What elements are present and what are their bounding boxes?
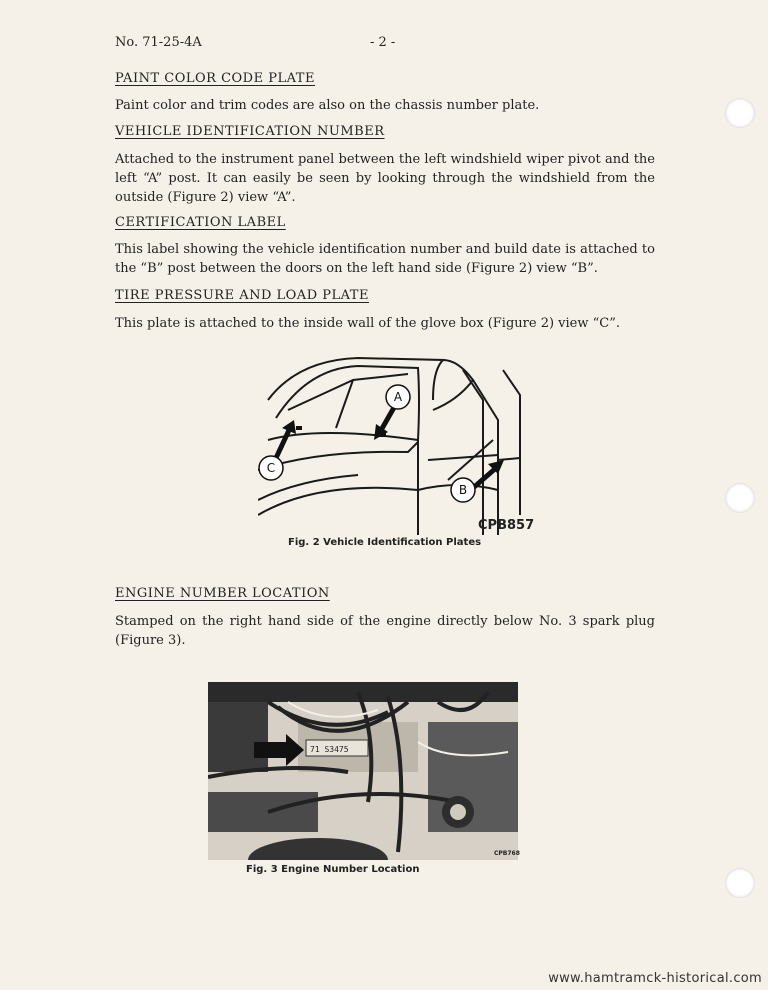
binder-hole — [725, 868, 755, 898]
tire-pressure-heading: TIRE PRESSURE AND LOAD PLATE — [115, 288, 369, 303]
paint-color-code-heading: PAINT COLOR CODE PLATE — [115, 71, 315, 86]
figure-2-caption: Fig. 2 Vehicle Identification Plates — [288, 537, 482, 548]
figure-3-code: CPB768 — [494, 850, 520, 857]
figure-2-code: CPB857 — [478, 518, 535, 533]
certification-label-heading: CERTIFICATION LABEL — [115, 215, 286, 230]
binder-hole — [725, 483, 755, 513]
figure-3-caption: Fig. 3 Engine Number Location — [246, 864, 420, 875]
figure-3-photo — [208, 682, 518, 860]
callout-label-c: C — [266, 461, 276, 475]
certification-label-text: This label showing the vehicle identification number and build date is attached to the “B” post between the doors on the left hand side (Figure 2) view “B”. — [115, 242, 655, 276]
car-interior-drawing — [258, 340, 528, 535]
engine-stamp-text: 71 S3475 — [310, 745, 349, 754]
binder-hole — [725, 98, 755, 128]
vin-heading: VEHICLE IDENTIFICATION NUMBER — [115, 124, 385, 139]
paint-color-code-text: Paint color and trim codes are also on the chassis number plate. — [115, 98, 540, 113]
document-number: No. 71-25-4A — [115, 35, 202, 50]
tire-pressure-text: This plate is attached to the inside wall of the glove box (Figure 2) view “C”. — [115, 316, 621, 331]
callout-label-b: B — [458, 483, 468, 497]
engine-photo-drawing — [208, 682, 518, 860]
callout-label-a: A — [393, 390, 403, 404]
page-number: - 2 - — [370, 35, 396, 50]
engine-number-heading: ENGINE NUMBER LOCATION — [115, 586, 330, 601]
vin-text: Attached to the instrument panel between the left windshield wiper pivot and the left “A” post. It can easily be seen by looking through the windshield from the outside (Figure 2) view “A”. — [115, 152, 655, 205]
figure-2-illustration — [258, 340, 528, 535]
engine-number-text: Stamped on the right hand side of the engine directly below No. 3 spark plug (Figure 3). — [115, 614, 655, 648]
website-watermark: www.hamtramck-historical.com — [548, 971, 762, 986]
